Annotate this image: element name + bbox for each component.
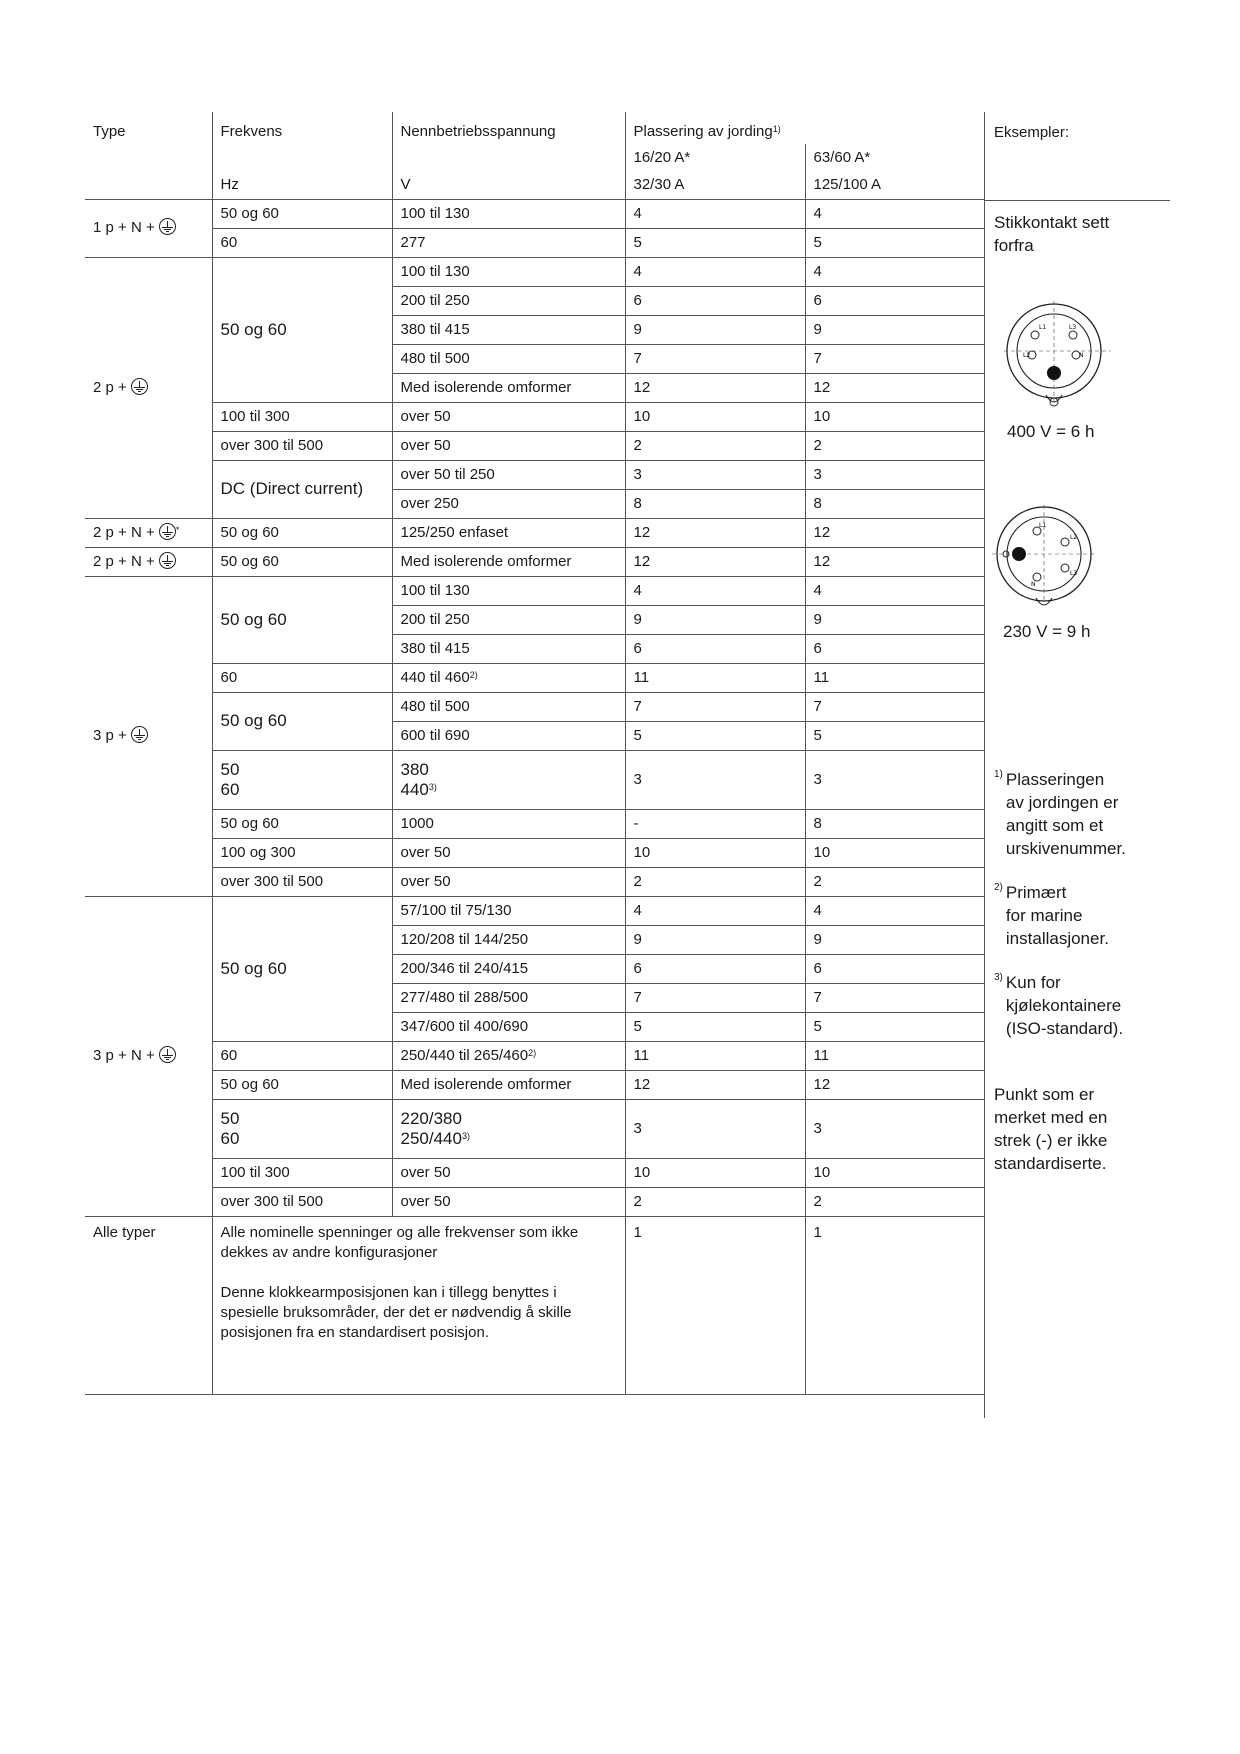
type-cell: 2 p + N + (85, 547, 212, 576)
freq-cell: 50 og 60 (212, 809, 392, 838)
volt-cell: 347/600 til 400/690 (392, 1012, 625, 1041)
volt-cell: 600 til 690 (392, 721, 625, 750)
freq-cell: DC (Direct current) (212, 460, 392, 518)
footnote-3: $^{3)}$ Kun for kjølekontainere (ISO-standard). (994, 972, 1124, 1038)
value-b: 12 (805, 547, 984, 576)
value-a: 10 (625, 838, 805, 867)
col16-line1: 16/20 A* (625, 144, 805, 171)
value-a: 12 (625, 547, 805, 576)
freq-cell: 100 til 300 (212, 1158, 392, 1187)
unit-hz: Hz (212, 171, 392, 199)
caption-400v: 400 V = 6 h (1007, 422, 1095, 441)
earth-icon (159, 218, 176, 235)
volt-cell: 220/380 250/440$^{3)}$ (392, 1099, 625, 1158)
value-b: 11 (805, 1041, 984, 1070)
caption-230v: 230 V = 9 h (1003, 622, 1091, 641)
freq-cell: 50 og 60 (212, 576, 392, 663)
value-b: 10 (805, 838, 984, 867)
pin-label: L1 (1039, 324, 1047, 331)
earth-icon (159, 1046, 176, 1063)
volt-cell: 277/480 til 288/500 (392, 983, 625, 1012)
unit-v: V (392, 171, 625, 199)
value-a: 5 (625, 1012, 805, 1041)
value-b: 4 (805, 896, 984, 925)
value-b: 4 (805, 199, 984, 228)
value-b: 3 (805, 1099, 984, 1158)
value-b: 9 (805, 925, 984, 954)
value-b: 9 (805, 605, 984, 634)
freq-cell: 50 og 60 (212, 1070, 392, 1099)
footnote-2: $^{2)}$ Primært for marine installasjoner. (994, 882, 1109, 948)
volt-cell: over 50 (392, 867, 625, 896)
socket-diagram-5pin (999, 299, 1119, 409)
value-b: 8 (805, 809, 984, 838)
value-a: 2 (625, 431, 805, 460)
pin-label: L2 (1070, 534, 1078, 541)
value-a: 11 (625, 663, 805, 692)
value-a: 7 (625, 344, 805, 373)
pin-label: N (1079, 352, 1084, 359)
freq-cell: 50 og 60 (212, 257, 392, 402)
freq-cell: 100 til 300 (212, 402, 392, 431)
value-a: 6 (625, 634, 805, 663)
header-type: Type (93, 123, 126, 140)
type-cell: 3 p + (85, 576, 212, 896)
value-b: 12 (805, 373, 984, 402)
volt-cell: 57/100 til 75/130 (392, 896, 625, 925)
value-b: 7 (805, 344, 984, 373)
volt-cell: 125/250 enfaset (392, 518, 625, 547)
value-b: 6 (805, 954, 984, 983)
header-frequency: Frekvens (212, 112, 392, 144)
value-b: 5 (805, 1012, 984, 1041)
freq-cell: 60 (212, 1041, 392, 1070)
value-b: 10 (805, 1158, 984, 1187)
value-b: 6 (805, 634, 984, 663)
value-a: 4 (625, 199, 805, 228)
value-b: 11 (805, 663, 984, 692)
value-a: 9 (625, 925, 805, 954)
volt-cell: over 250 (392, 489, 625, 518)
volt-cell: over 50 (392, 402, 625, 431)
pin-label: L3 (1070, 570, 1078, 577)
volt-cell: 100 til 130 (392, 576, 625, 605)
value-a: 10 (625, 402, 805, 431)
freq-cell: 50 og 60 (212, 896, 392, 1041)
value-a: 3 (625, 1099, 805, 1158)
value-a: 4 (625, 257, 805, 286)
value-b: 4 (805, 257, 984, 286)
value-a: 4 (625, 576, 805, 605)
volt-cell: over 50 til 250 (392, 460, 625, 489)
volt-cell: over 50 (392, 838, 625, 867)
socket-diagram-3pin (989, 502, 1099, 612)
type-cell: 2 p + (85, 257, 212, 518)
volt-cell: 100 til 130 (392, 199, 625, 228)
value-a: 10 (625, 1158, 805, 1187)
freq-cell: over 300 til 500 (212, 1187, 392, 1216)
type-cell: Alle typer (85, 1216, 212, 1394)
value-b: 7 (805, 692, 984, 721)
value-b: 9 (805, 315, 984, 344)
volt-cell: Med isolerende omformer (392, 547, 625, 576)
freq-cell: 60 (212, 663, 392, 692)
volt-cell: 480 til 500 (392, 692, 625, 721)
volt-cell: 380 til 415 (392, 315, 625, 344)
volt-cell: over 50 (392, 1187, 625, 1216)
value-b: 5 (805, 228, 984, 257)
volt-cell: 200 til 250 (392, 605, 625, 634)
volt-cell: 200/346 til 240/415 (392, 954, 625, 983)
value-b: 1 (805, 1216, 984, 1394)
value-b: 12 (805, 1070, 984, 1099)
value-a: 9 (625, 315, 805, 344)
type-cell: 3 p + N + (85, 896, 212, 1216)
volt-cell: 440 til 460$^{2)}$ (392, 663, 625, 692)
value-b: 12 (805, 518, 984, 547)
pin-label: L3 (1069, 324, 1077, 331)
value-b: 2 (805, 867, 984, 896)
volt-cell: Med isolerende omformer (392, 1070, 625, 1099)
earth-icon (131, 726, 148, 743)
header-rule-extension (984, 200, 1170, 201)
value-b: 3 (805, 460, 984, 489)
value-a: 7 (625, 983, 805, 1012)
pin-label: N (1031, 581, 1036, 588)
volt-cell: 1000 (392, 809, 625, 838)
value-b: 7 (805, 983, 984, 1012)
pin-label: L2 (1023, 352, 1031, 359)
col63-line2: 125/100 A (805, 171, 984, 199)
header-placement: Plassering av jording$^{1)}$ (625, 112, 984, 144)
volt-cell: 250/440 til 265/460$^{2)}$ (392, 1041, 625, 1070)
freq-cell: over 300 til 500 (212, 867, 392, 896)
socket-front-title: Stikkontakt sett forfra (994, 213, 1110, 255)
freq-cell: 50 60 (212, 1099, 392, 1158)
footnote-1: $^{1)}$ Plasseringen av jordingen er angitt som et urskivenummer. (994, 769, 1126, 858)
header-voltage: Nennbetriebsspannung (392, 112, 625, 144)
examples-heading: Eksempler: (994, 124, 1070, 141)
value-a: 12 (625, 373, 805, 402)
volt-cell: 380 til 415 (392, 634, 625, 663)
dash-note: Punkt som er merket med en strek (-) er ikke standardiserte. (994, 1085, 1108, 1173)
freq-cell: 100 og 300 (212, 838, 392, 867)
volt-cell: 277 (392, 228, 625, 257)
value-b: 10 (805, 402, 984, 431)
volt-cell: over 50 (392, 431, 625, 460)
value-b: 2 (805, 431, 984, 460)
pin-label: L1 (1039, 522, 1047, 529)
value-b: 3 (805, 750, 984, 809)
value-b: 2 (805, 1187, 984, 1216)
value-a: 12 (625, 1070, 805, 1099)
value-a: - (625, 809, 805, 838)
value-a: 3 (625, 460, 805, 489)
freq-cell: 50 og 60 (212, 518, 392, 547)
value-a: 1 (625, 1216, 805, 1394)
all-types-description: Alle nominelle spenninger og alle frekvenser som ikke dekkes av andre konfigurasjoner Denne klokkearmposisjonen kan i tillegg benyttes i spesielle bruksområder, der det er nødvendig å skille posisjonen fra en standardisert posisjon. (212, 1216, 625, 1394)
value-a: 8 (625, 489, 805, 518)
value-b: 5 (805, 721, 984, 750)
value-b: 8 (805, 489, 984, 518)
volt-cell: 480 til 500 (392, 344, 625, 373)
earth-icon (131, 378, 148, 395)
col63-line1: 63/60 A* (805, 144, 984, 171)
value-b: 4 (805, 576, 984, 605)
volt-cell: over 50 (392, 1158, 625, 1187)
value-a: 11 (625, 1041, 805, 1070)
type-cell: 2 p + N + * (85, 518, 212, 547)
value-a: 6 (625, 286, 805, 315)
freq-cell: over 300 til 500 (212, 431, 392, 460)
volt-cell: 380 440$^{3)}$ (392, 750, 625, 809)
value-b: 6 (805, 286, 984, 315)
freq-cell: 60 (212, 228, 392, 257)
value-a: 5 (625, 721, 805, 750)
value-a: 5 (625, 228, 805, 257)
value-a: 9 (625, 605, 805, 634)
value-a: 2 (625, 1187, 805, 1216)
value-a: 2 (625, 867, 805, 896)
freq-cell: 50 og 60 (212, 692, 392, 750)
volt-cell: 120/208 til 144/250 (392, 925, 625, 954)
table-right-border (984, 112, 985, 1418)
earthing-table (85, 112, 984, 1395)
earth-icon (159, 523, 176, 540)
col16-line2: 32/30 A (625, 171, 805, 199)
value-a: 6 (625, 954, 805, 983)
freq-cell: 50 og 60 (212, 547, 392, 576)
volt-cell: Med isolerende omformer (392, 373, 625, 402)
value-a: 3 (625, 750, 805, 809)
value-a: 12 (625, 518, 805, 547)
value-a: 7 (625, 692, 805, 721)
value-a: 4 (625, 896, 805, 925)
type-cell: 1 p + N + (85, 199, 212, 257)
volt-cell: 100 til 130 (392, 257, 625, 286)
freq-cell: 50 60 (212, 750, 392, 809)
earth-icon (159, 552, 176, 569)
volt-cell: 200 til 250 (392, 286, 625, 315)
freq-cell: 50 og 60 (212, 199, 392, 228)
